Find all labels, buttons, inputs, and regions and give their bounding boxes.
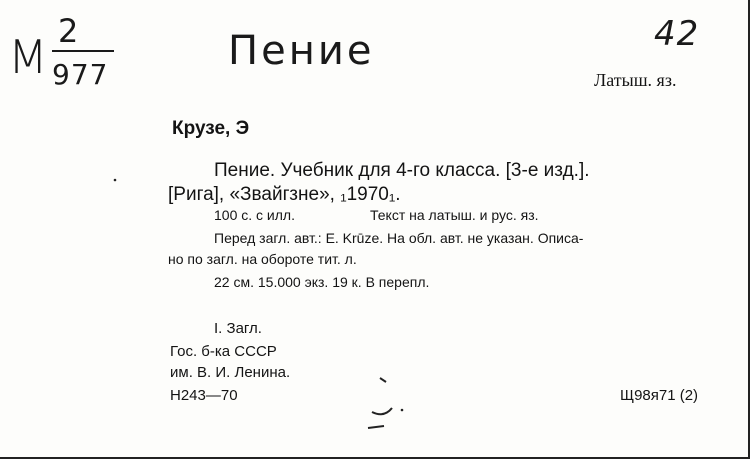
shelf-mark-letter: М	[8, 30, 49, 84]
shelf-mark-denominator: 977	[52, 58, 109, 91]
card-number: Н243—70	[170, 387, 238, 404]
note-line-2: но по загл. на обороте тит. л.	[168, 251, 357, 267]
handwritten-title: Пение	[228, 28, 375, 74]
tracing: I. Загл.	[214, 320, 262, 337]
language-note: Латыш. яз.	[594, 70, 677, 90]
size-price-line: 22 см. 15.000 экз. 19 к. В перепл.	[214, 274, 430, 290]
shelf-mark-numerator: 2	[58, 12, 80, 50]
text-language: Текст на латыш. и рус. яз.	[370, 207, 539, 223]
catalog-code: Щ98я71 (2)	[620, 387, 699, 404]
library-line-1: Гос. б-ка СССР	[170, 343, 277, 360]
physical-description: 100 с. с илл.	[214, 207, 295, 223]
shelf-mark-fraction-line	[52, 50, 114, 52]
handwritten-corner-mark: 42	[654, 14, 700, 54]
author-heading: Крузе, Э	[172, 118, 250, 139]
title-line-1: Пение. Учебник для 4-го класса. [3-е изд.].	[214, 160, 590, 181]
library-line-2: им. В. И. Ленина.	[170, 364, 291, 381]
note-line-1: Перед загл. авт.: E. Krūze. На обл. авт. не указан. Описа-	[214, 230, 584, 246]
title-line-2: [Рига], «Звайгзне», ₁1970₁.	[168, 184, 401, 205]
